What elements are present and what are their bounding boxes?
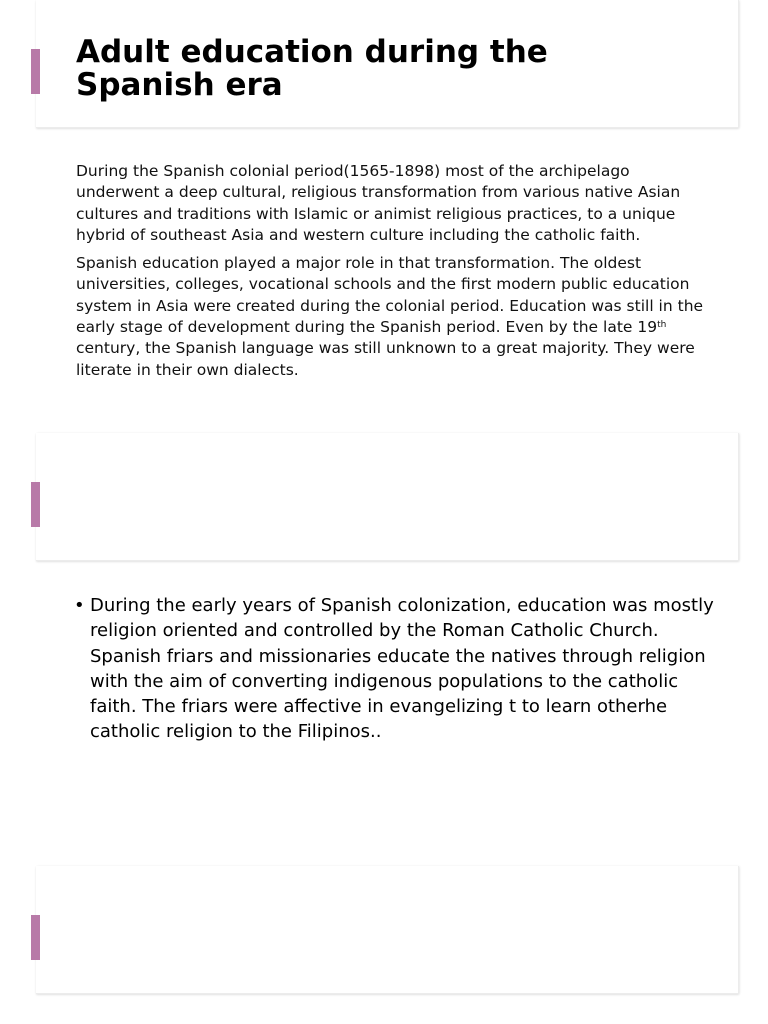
slide-header-2 <box>36 433 739 561</box>
ordinal-suffix: th <box>657 320 667 331</box>
slide-header-3 <box>36 866 739 994</box>
slide-body <box>76 161 716 388</box>
title-line-2: Spanish era <box>76 67 283 103</box>
bullet-text: During the early years of Spanish colonization, education was mostly religion oriented and controlled by the Roman Catholic Church. Spanish friars and missionaries educate the natives through religion with the aim of converting indigenous populations to the catholic faith. The friars were affective in evangelizing t to learn otherhe catholic religion to the Filipinos.. <box>90 595 714 743</box>
paragraph-2-text-a: Spanish education played a major role in that transformation. The oldest universities, colleges, vocational schools and the first modern public education system in Asia were created during the colonial period. Education was still in the early stage of development during the Spanish period. Even by the late 19 <box>76 254 704 337</box>
paragraph-2-text-b: century, the Spanish language was still unknown to a great majority. They were literate in their own dialects. <box>76 339 695 379</box>
accent-bar-1 <box>31 49 40 94</box>
bullet-icon: • <box>74 595 85 616</box>
slide-title <box>76 36 716 102</box>
accent-bar-2 <box>31 482 40 527</box>
accent-bar-3 <box>31 915 40 960</box>
title-line-1: Adult education during the <box>76 34 548 70</box>
bullet-list <box>76 593 716 745</box>
paragraph-1: During the Spanish colonial period(1565-1898) most of the archipelago underwent a deep cultural, religious transformation from various native Asian cultures and traditions with Islamic or animist religious practices, to a unique hybrid of southeast Asia and western culture including the catholic faith. <box>76 162 681 244</box>
list-item <box>76 593 716 745</box>
paragraph-2 <box>76 253 716 381</box>
